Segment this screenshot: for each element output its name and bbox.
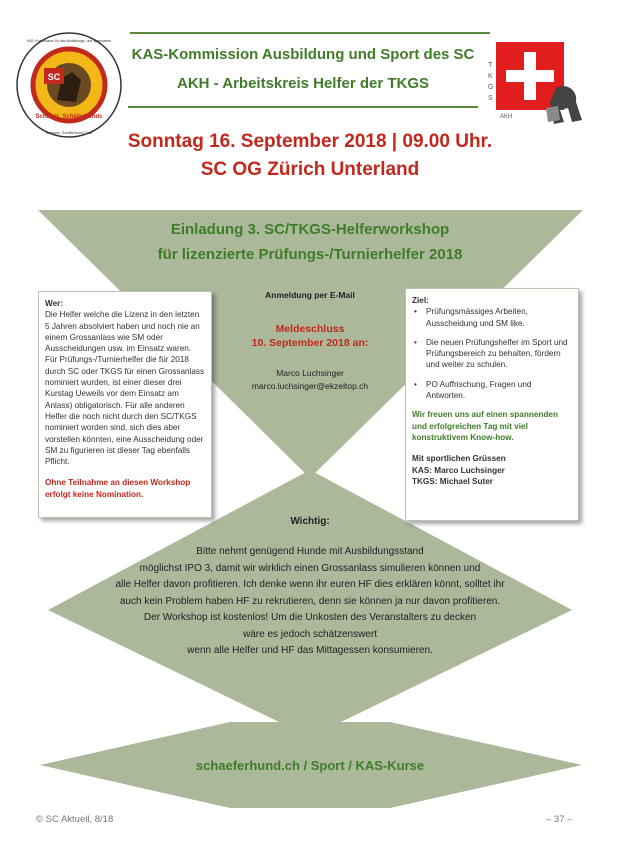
goal-item: • Die neuen Prüfungshelfer im Sport und Prüfungsbereich zu behalten, fördern und weiter zu schulen.	[412, 337, 572, 371]
kas-logo-ring-full: Schweiz. Schäferhund Club	[45, 131, 93, 135]
goals-closing: Wir freuen uns auf einen spannenden und erfolgreichen Tag mit viel konstruktivem Know-how.	[412, 410, 558, 442]
goal-item: • PO Auffrischung, Fragen und Antworten.	[412, 379, 572, 402]
important-line: alle Helfer davon profitieren. Ich denke wenn ihr euren HF dies erklären könnt, solltet ihr	[115, 579, 505, 590]
deadline-label: Meldeschluss	[275, 323, 345, 335]
deadline-date: 10. September 2018 an:	[251, 337, 369, 349]
important-line: wenn alle Helfer und HF das Mittagessen konsumieren.	[187, 645, 433, 656]
goals-signature-1: KAS: Marco Luchsinger	[412, 465, 505, 475]
tkgs-letter-s: S	[488, 95, 493, 102]
important-heading: Wichtig:	[290, 516, 330, 527]
footer-page-number: – 37 –	[546, 814, 573, 825]
invitation-title-1: Einladung 3. SC/TKGS-Helferworkshop	[170, 221, 450, 238]
important-line: wäre es jedoch schätzenswert	[243, 628, 377, 640]
goals-box	[405, 288, 579, 521]
registration-label: Anmeldung per E-Mail	[265, 290, 355, 300]
tkgs-letter-g: G	[488, 84, 494, 91]
who-box	[38, 291, 212, 518]
invitation-title-2: für lizenzierte Prüfungs-/Turnierhelfer 2018	[157, 246, 463, 263]
header-line-2: AKH - Arbeitskreis Helfer der TKGS	[176, 75, 429, 92]
tkgs-letter-k: K	[488, 73, 493, 80]
important-line: möglichst IPO 3, damit wir wirklich einen Grossanlass simulieren können und	[139, 562, 481, 574]
banner-link[interactable]: schaeferhund.ch / Sport / KAS-Kurse	[195, 758, 425, 773]
who-warning: Ohne Teilnahme an diesen Workshop erfolgt keine Nomination.	[45, 478, 191, 499]
goals-greeting: Mit sportlichen Grüssen	[412, 454, 506, 464]
tkgs-caption: AKH	[500, 114, 513, 120]
event-date: Sonntag 16. September 2018 | 09.00 Uhr.	[127, 131, 493, 152]
important-line: Bitte nehmt genügend Hunde mit Ausbildungsstand	[196, 546, 424, 557]
tkgs-letter-t: T	[488, 62, 493, 69]
important-line: auch kein Problem haben HF zu rekrutieren, denn sie können ja nur davon profitieren.	[119, 595, 501, 607]
kas-logo-center: SC	[47, 72, 61, 82]
goals-signature-2: TKGS: Michael Suter	[412, 476, 493, 486]
event-location: SC OG Zürich Unterland	[200, 159, 420, 180]
goal-item: • Prüfungsmässiges Arbeiten, Ausscheidung und SM like.	[412, 306, 572, 329]
contact-email[interactable]: marco.luchsinger@ekzeltop.ch	[251, 381, 369, 391]
who-heading: Wer:	[45, 299, 64, 308]
contact-name: Marco Luchsinger	[276, 368, 344, 378]
important-line: Der Workshop ist kostenlos! Um die Unkosten des Veranstalters zu decken	[143, 612, 477, 623]
header-line-1: KAS-Kommission Ausbildung und Sport des SC	[131, 46, 475, 63]
footer-copyright: © SC Aktuell, 8/18	[36, 814, 114, 825]
goals-list	[412, 306, 572, 401]
kas-logo-ring-text: Schweiz. Schäferhundc	[35, 114, 103, 120]
goals-heading: Ziel:	[412, 296, 429, 305]
who-body: Die Helfer welche die Lizenz in den letzten 5 Jahren absolviert haben und noch nie an einem Grossanlass wie SM oder Ausscheidungen usw. im Einsatz waren. Für Prüfungs-/Turnierhelfer die für 2018 durch SC oder TKGS für einen Grossanlass nominiert wurden, ist einer dieser drei Kurstag Ueweils vor dem Einsatz am Anlass) obligatorisch. Für alle anderen Helfer die noch nicht durch den SC/TKGS nominiert worden sind, sich dies aber vorstellen könnten, eine Ausscheidung oder SM zu figurieren ist dieser Tag ebenfalls Pflicht.	[45, 310, 205, 467]
kas-logo-top-text: KAS: Kommission für das Ausbildungs- und Sportwesen	[26, 39, 112, 43]
important-text	[80, 544, 540, 660]
